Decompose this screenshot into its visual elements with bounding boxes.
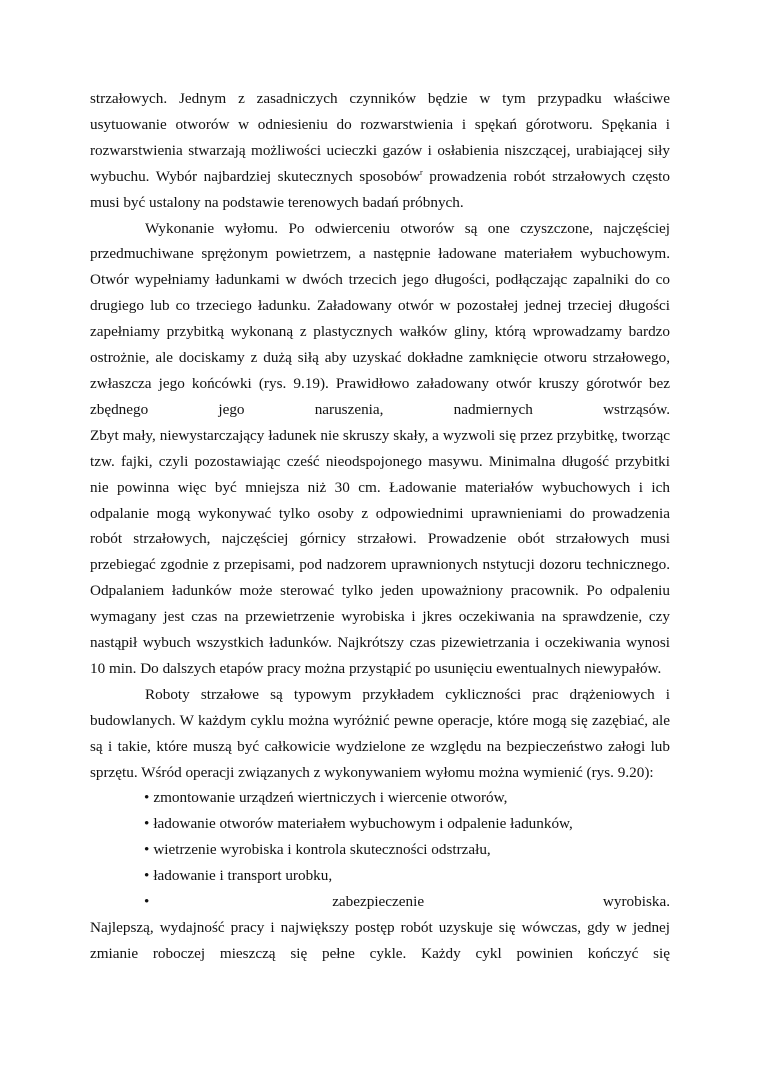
paragraph-2: Wykonanie wyłomu. Po odwierceniu otworów są one czyszczone, najczęściej przedmuchiwane sprężonym powietrzem, a następnie ładowane materiałem wybuchowym. Otwór wypełniamy ładunkami w dwóch trzecich jego długości, podłączając zapalniki do co drugiego lub co trzeciego ładunku. Załadowany otwór w pozostałej jednej trzeciej długości zapełniamy przybitką wykonaną z plastycznych wałków gliny, którą wprowadzamy bardzo ostrożnie, ale dociskamy z dużą siłą aby uzyskać dokładne zamknięcie otworu strzałowego, zwłaszcza jego końcówki (rys. 9.19). Prawidłowo załadowany otwór kruszy górotwór bez zbędnego jego naruszenia, nadmiernych wstrząsów.	[90, 219, 670, 418]
bullet-icon: •	[144, 893, 150, 911]
list-item-text: ładowanie otworów materiałem wybuchowym i odpalenie ładunków,	[153, 815, 573, 833]
list-item	[144, 889, 670, 915]
footnote-mark: r	[420, 167, 423, 177]
list-item	[144, 863, 670, 889]
paragraph-4: Najlepszą, wydajność pracy i największy postęp robót uzyskuje się wówczas, gdy w jednej zmianie roboczej mieszczą się pełne cykle. Każdy cykl powinien kończyć się	[90, 919, 670, 962]
bullet-icon: •	[144, 815, 150, 833]
list-item-text: zabezpieczenie wyrobiska.	[332, 893, 670, 911]
document-page	[90, 86, 670, 967]
list-item	[144, 837, 670, 863]
paragraph-1-text: strzałowych. Jednym z zasadniczych czynników będzie w tym przypadku właściwe usytuowanie otworów w odniesieniu do rozwarstwienia i spękań górotworu. Spękania i rozwarstwienia stwarzają możliwości ucieczki gazów i osłabienia niszczącej, urabiającej siły wybuchu. Wybór najbardziej skutecznych sposobów	[90, 90, 670, 185]
list-item-text: ładowanie i transport urobku,	[153, 867, 333, 885]
operations-list	[90, 785, 670, 915]
bullet-icon: •	[144, 789, 150, 807]
paragraph-2-continuation: Zbyt mały, niewystarczający ładunek nie skruszy skały, a wyzwoli się przez przybitkę, tworząc tzw. fajki, czyli pozostawiając cześć nieodspojonego masywu. Minimalna długość przybitki nie powinna więc być mniejsza niż 30 cm. Ładowanie materiałów wybuchowych i ich odpalanie mogą wykonywać tylko osoby z odpowiednimi uprawnieniami do prowadzenia robót strzałowych, najczęściej górnicy strzałowi. Prowadzenie obót strzałowych musi przebiegać zgodnie z przepisami, pod nadzorem uprawnionych nstytucji dozoru technicznego. Odpalaniem ładunków może sterować tylko jeden upoważniony pracownik. Po odpaleniu wymagany jest czas na przewietrzenie wyrobiska i jkres oczekiwania na sprawdzenie, czy nastąpił wybuch wszystkich ładunków. Najkrótszy czas pizewietrzania i oczekiwania wynosi 10 min. Do dalszych etapów pracy można przystąpić po usunięciu ewentualnych niewypałów.	[90, 426, 670, 677]
list-item	[144, 811, 670, 837]
paragraph-1	[90, 86, 670, 216]
paragraph-1-text-end: prowadzenia robót strzałowych często musi być ustalony na podstawie terenowych badań próbnych.	[90, 167, 670, 211]
list-item	[144, 785, 670, 811]
bullet-icon: •	[144, 841, 150, 859]
list-item-text: zmontowanie urządzeń wiertniczych i wiercenie otworów,	[153, 789, 508, 807]
list-item-text: wietrzenie wyrobiska i kontrola skuteczności odstrzału,	[153, 841, 491, 859]
paragraph-3: Roboty strzałowe są typowym przykładem cykliczności prac drążeniowych i budowlanych. W każdym cyklu można wyróżnić pewne operacje, które mogą się zazębiać, ale są i takie, które muszą być całkowicie wydzielone ze względu na bezpieczeństwo załogi lub sprzętu. Wśród operacji związanych z wykonywaniem wyłomu można wymienić (rys. 9.20):	[90, 685, 670, 781]
bullet-icon: •	[144, 867, 150, 885]
